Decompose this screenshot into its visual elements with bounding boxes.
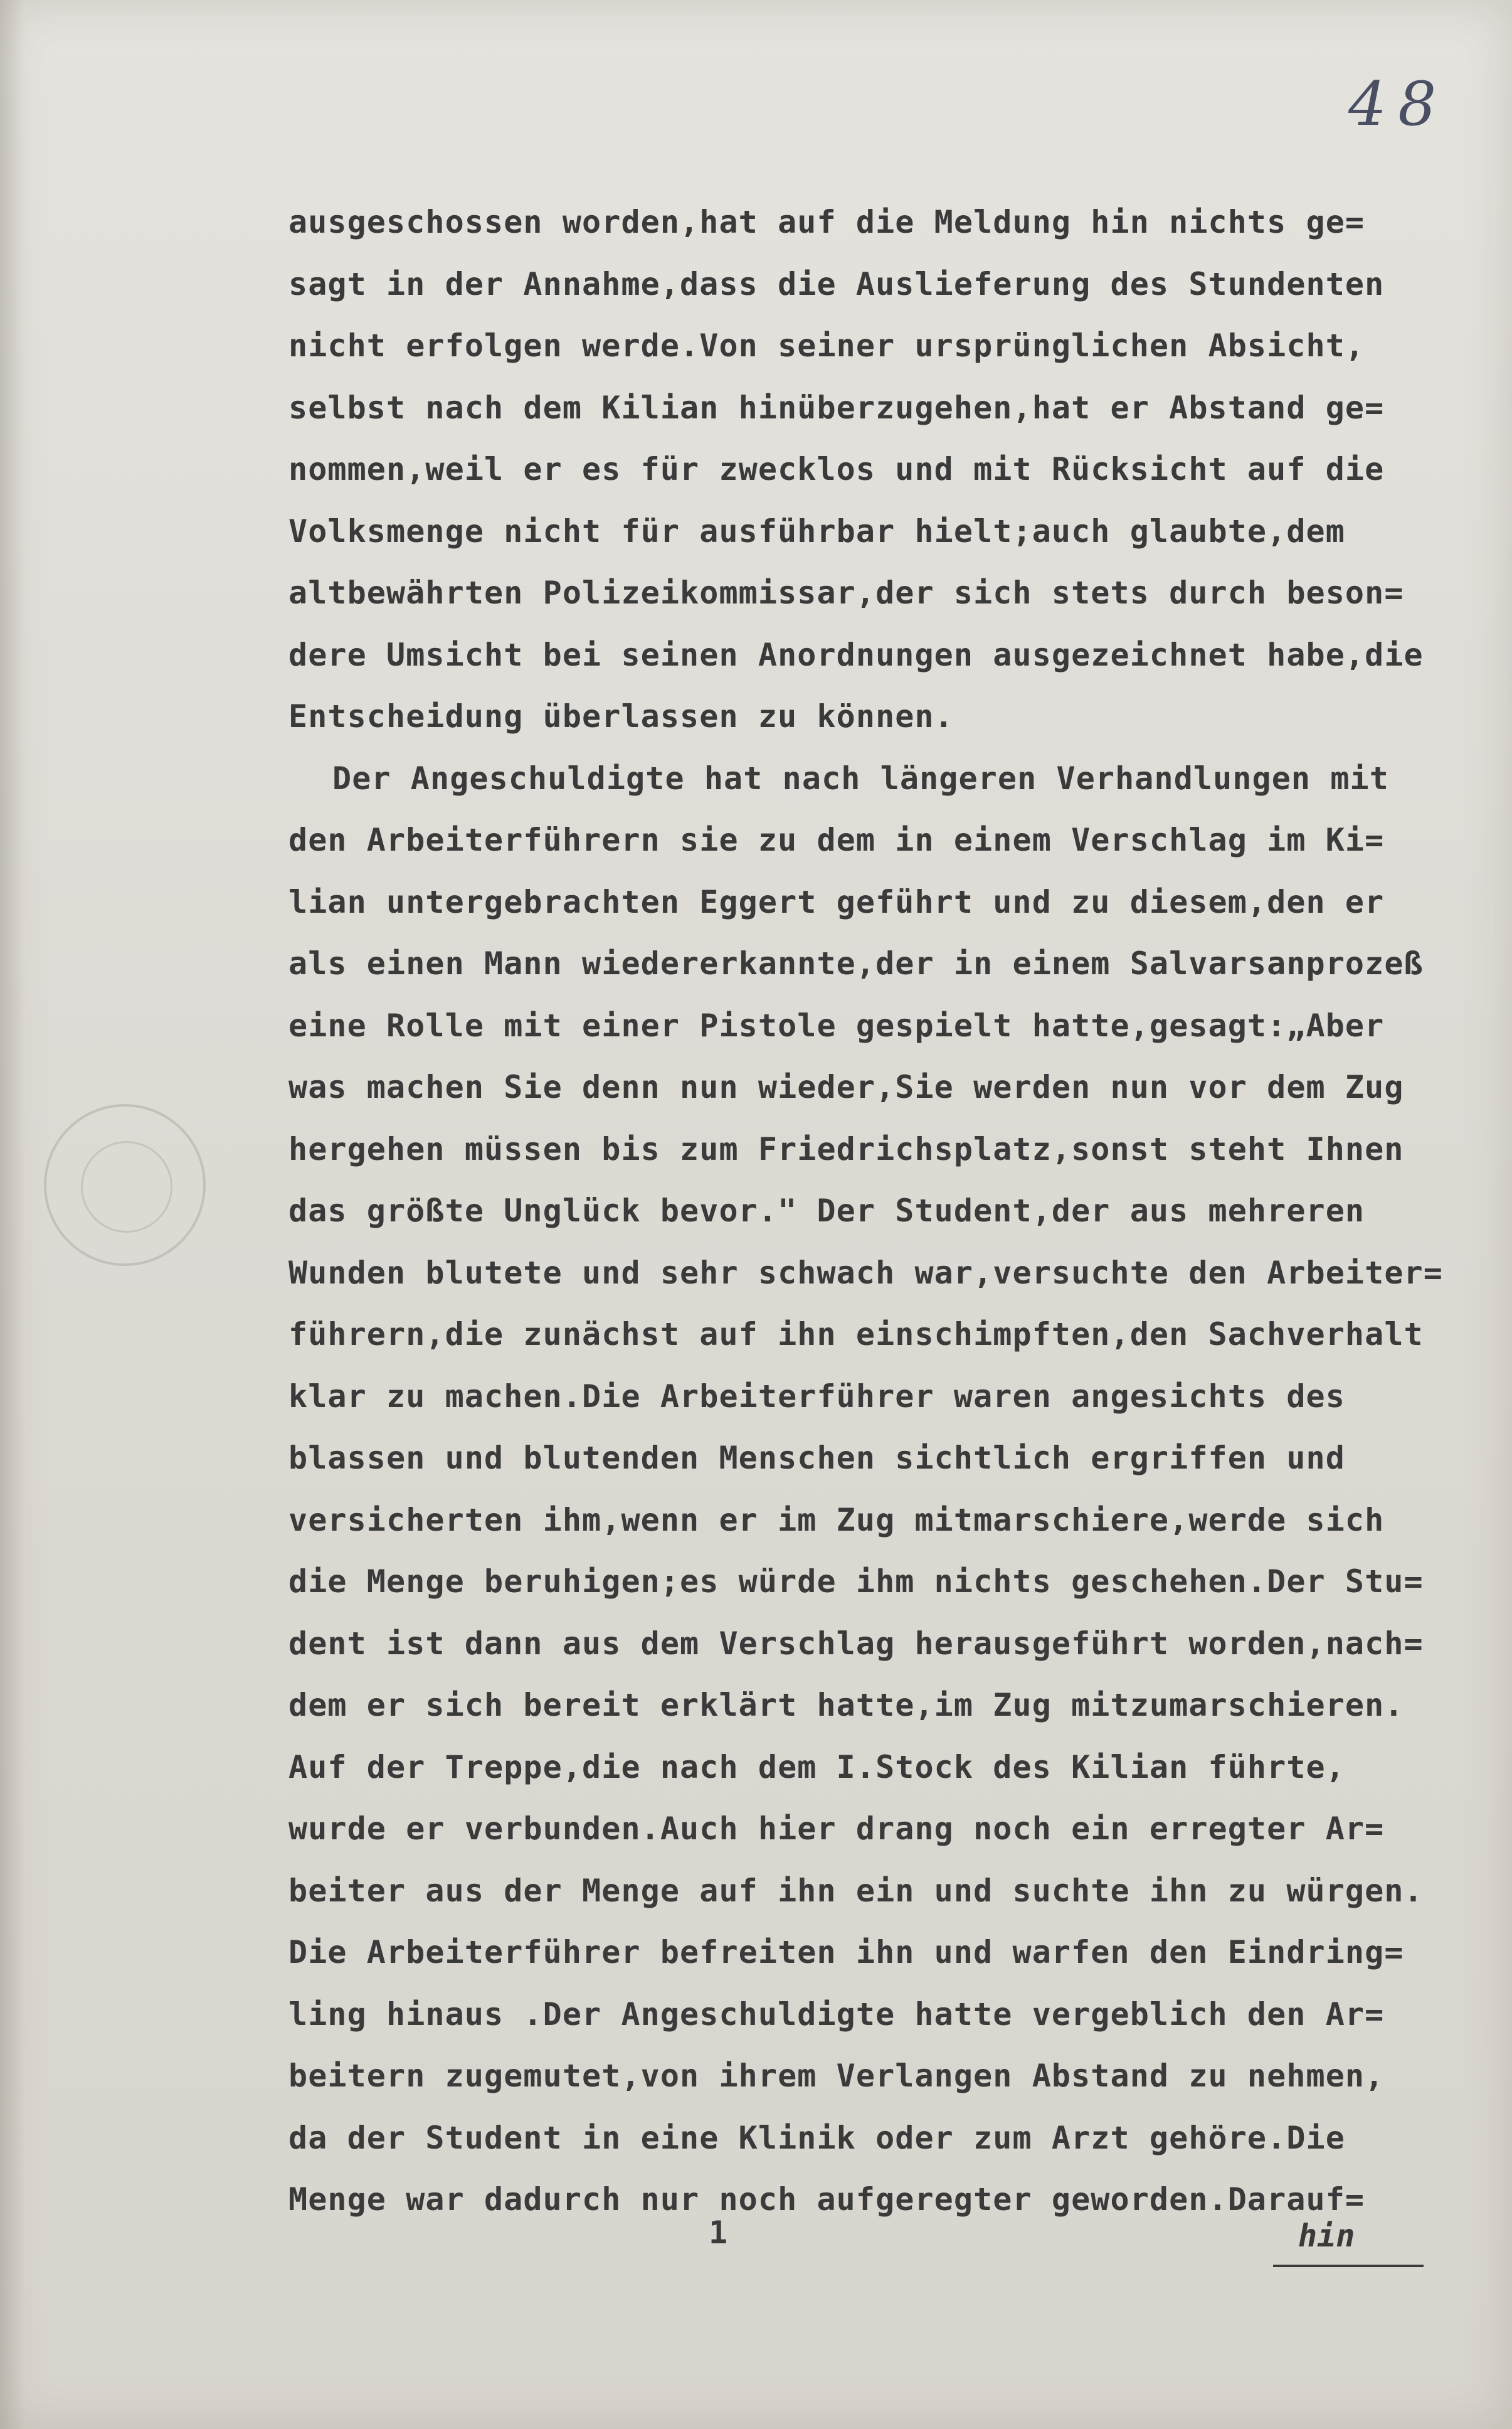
text-line: Wunden blutete und sehr schwach war,versuchte den Arbeiter=: [288, 1254, 1443, 1291]
text-line: Entscheidung überlassen zu können.: [288, 698, 954, 735]
text-line: ling hinaus .Der Angeschuldigte hatte vergeblich den Ar=: [288, 1996, 1385, 2033]
text-line: dent ist dann aus dem Verschlag herausgeführt worden,nach=: [288, 1625, 1424, 1662]
text-line: altbewährten Polizeikommissar,der sich stets durch beson=: [288, 575, 1404, 611]
text-line: klar zu machen.Die Arbeiterführer waren angesichts des: [288, 1378, 1345, 1415]
text-line: wurde er verbunden.Auch hier drang noch ein erregter Ar=: [288, 1810, 1385, 1847]
text-line: nommen,weil er es für zwecklos und mit Rücksicht auf die: [288, 451, 1385, 487]
text-line: dere Umsicht bei seinen Anordnungen ausgezeichnet habe,die: [288, 636, 1424, 673]
folio-number: 48: [1348, 69, 1448, 139]
text-line: den Arbeiterführern sie zu dem in einem Verschlag im Ki=: [288, 822, 1385, 858]
catchword: hin: [1298, 2218, 1355, 2254]
text-line: ausgeschossen worden,hat auf die Meldung hin nichts ge=: [288, 204, 1365, 240]
page-number: 1: [709, 2214, 728, 2251]
page-edge-shadow: [0, 0, 25, 2429]
text-line: die Menge beruhigen;es würde ihm nichts geschehen.Der Stu=: [288, 1563, 1424, 1600]
text-line: sagt in der Annahme,dass die Auslieferung des Stundenten: [288, 265, 1385, 302]
text-line: Menge war dadurch nur noch aufgeregter geworden.Darauf=: [288, 2181, 1365, 2218]
text-line: Auf der Treppe,die nach dem I.Stock des Kilian führte,: [288, 1748, 1345, 1785]
text-line: da der Student in eine Klinik oder zum Arzt gehöre.Die: [288, 2119, 1345, 2156]
text-line: nicht erfolgen werde.Von seiner ursprünglichen Absicht,: [288, 327, 1365, 364]
text-line: beitern zugemutet,von ihrem Verlangen Abstand zu nehmen,: [288, 2058, 1385, 2094]
typed-text-block: [288, 191, 1505, 2231]
text-line: als einen Mann wiedererkannte,der in einem Salvarsanprozeß: [288, 945, 1424, 982]
text-line: selbst nach dem Kilian hinüberzugehen,hat er Abstand ge=: [288, 389, 1385, 426]
seal-emblem: [81, 1141, 172, 1233]
text-line: eine Rolle mit einer Pistole gespielt hatte,gesagt:„Aber: [288, 1007, 1385, 1044]
text-line: das größte Unglück bevor." Der Student,der aus mehreren: [288, 1193, 1365, 1229]
text-line: führern,die zunächst auf ihn einschimpften,den Sachverhalt: [288, 1316, 1424, 1353]
text-line: dem er sich bereit erklärt hatte,im Zug mitzumarschieren.: [288, 1687, 1404, 1723]
catchword-underline: [1273, 2265, 1424, 2267]
text-line: blassen und blutenden Menschen sichtlich ergriffen und: [288, 1440, 1345, 1476]
text-line: Die Arbeiterführer befreiten ihn und warfen den Eindring=: [288, 1934, 1404, 1970]
text-line: versicherten ihm,wenn er im Zug mitmarschiere,werde sich: [288, 1501, 1385, 1538]
text-line: Volksmenge nicht für ausführbar hielt;auch glaubte,dem: [288, 513, 1345, 550]
paragraph-start-line: Der Angeschuldigte hat nach längeren Verhandlungen mit: [332, 760, 1389, 797]
text-line: beiter aus der Menge auf ihn ein und suchte ihn zu würgen.: [288, 1872, 1424, 1909]
text-line: was machen Sie denn nun wieder,Sie werden nun vor dem Zug: [288, 1069, 1404, 1105]
text-line: hergehen müssen bis zum Friedrichsplatz,sonst steht Ihnen: [288, 1130, 1404, 1167]
embossed-seal: [44, 1104, 206, 1266]
text-line: lian untergebrachten Eggert geführt und zu diesem,den er: [288, 883, 1385, 920]
